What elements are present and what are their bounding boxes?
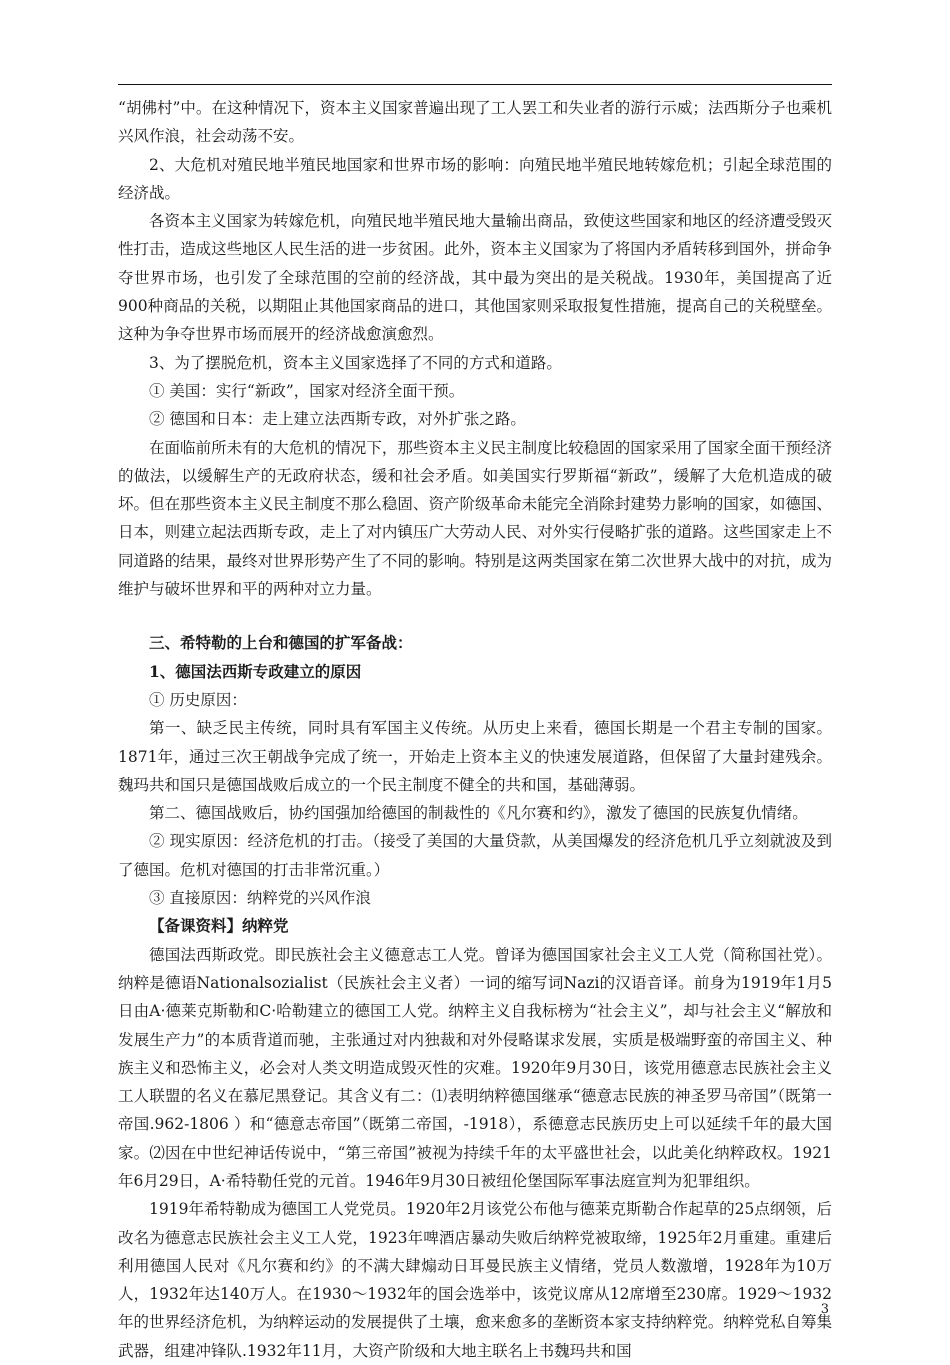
page-number: 3 [820,1302,829,1317]
paragraph-different-paths: 3、为了摆脱危机，资本主义国家选择了不同的方式和道路。 [149,353,562,372]
subsection-heading-causes: 1、德国法西斯专政建立的原因 [149,661,362,681]
section-heading-hitler: 三、希特勒的上台和德国的扩军备战： [149,633,413,653]
list-item-historical-cause: ① 历史原因： [149,690,247,709]
section-gap [118,603,832,629]
page-content [118,94,832,1365]
list-item-direct-cause: ③ 直接原因：纳粹党的兴风作浪 [149,889,371,908]
paragraph-first-reason: 第一、缺乏民主传统，同时具有军国主义传统。从历史上来看，德国长期是一个君主专制的国家。1871年，通过三次王朝战争完成了统一，开始走上资本主义的快速发展道路，但保留了大量封建残余。魏玛共和国只是德国战败后成立的一个民主制度不健全的共和国，基础薄弱。 [118,719,832,794]
list-item-germany-japan: ② 德国和日本：走上建立法西斯专政，对外扩张之路。 [149,410,526,429]
paragraph-nazi-history: 1919年希特勒成为德国工人党党员。1920年2月该党公布他与德莱克斯勒合作起草的25点纲领，后改名为德意志民族社会主义工人党，1923年啤酒店暴动失败后纳粹党被取缔，1925年2月重建。重建后利用德国人民对《凡尔赛和约》的不满大肆煽动日耳曼民族主义情绪，党员人数激增，1928年为10万人，1932年达140万人。在1930～1932年的国会选举中，该党议席从12席增至230席。1929～1932年的世界经济危机，为纳粹运动的发展提供了土壤，愈来愈多的垄断资本家支持纳粹党。纳粹党私自筹集武器，组建冲锋队.1932年11月，大资产阶级和大地主联名上书魏玛共和国 [118,1200,832,1360]
list-item-realistic-cause: ② 现实原因：经济危机的打击。（接受了美国的大量贷款，从美国爆发的经济危机几乎立刻就波及到了德国。危机对德国的打击非常沉重。） [118,832,832,879]
paragraph-two-types: 在面临前所未有的大危机的情况下，那些资本主义民主制度比较稳固的国家采用了国家全面干预经济的做法，以缓解生产的无政府状态，缓和社会矛盾。如美国实行罗斯福“新政”，缓解了大危机造成的破坏。但在那些资本主义民主制度不那么稳固、资产阶级革命未能完全消除封建势力影响的国家，如德国、日本，则建立起法西斯专政，走上了对内镇压广大劳动人民、对外实行侵略扩张的道路。这些国家走上不同道路的结果，最终对世界形势产生了不同的影响。特别是这两类国家在第二次世界大战中的对抗，成为维护与破坏世界和平的两种对立力量。 [118,438,832,599]
paragraph-hoover-village: “胡佛村”中。在这种情况下，资本主义国家普遍出现了工人罢工和失业者的游行示威；法西斯分子也乘机兴风作浪，社会动荡不安。 [118,99,832,146]
list-item-usa: ① 美国：实行“新政”，国家对经济全面干预。 [149,381,465,400]
paragraph-crisis-colonies-heading: 2、大危机对殖民地半殖民地国家和世界市场的影响：向殖民地半殖民地转嫁危机；引起全球范围的经济战。 [118,155,832,202]
reference-material-heading: 【备课资料】纳粹党 [149,916,289,936]
paragraph-nazi-party: 德国法西斯政党。即民族社会主义德意志工人党。曾译为德国国家社会主义工人党（简称国社党）。纳粹是德语Nationalsozialist（民族社会主义者）一词的缩写词Nazi的汉语音译。前身为1919年1月5日由A·德莱克斯勒和C·哈勒建立的德国工人党。纳粹主义自我标榜为“社会主义”，却与社会主义“解放和发展生产力”的本质背道而驰，主张通过对内独裁和对外侵略谋求发展，实质是极端野蛮的帝国主义、种族主义和恐怖主义，必会对人类文明造成毁灭性的灾难。1920年9月30日，该党用德意志民族社会主义工人联盟的名义在慕尼黑登记。其含义有二：⑴表明纳粹德国继承“德意志民族的神圣罗马帝国”（既第一帝国.962-1806 ）和“德意志帝国”（既第二帝国，-1918），系德意志民族历史上可以延续千年的最大国家。⑵因在中世纪神话传说中，“第三帝国”被视为持续千年的太平盛世社会，以此美化纳粹政权。1921年6月29日，A·希特勒任党的元首。1946年9月30日被纽伦堡国际军事法庭宣判为犯罪组织。 [118,945,832,1190]
paragraph-second-reason: 第二、德国战败后，协约国强加给德国的制裁性的《凡尔赛和约》，激发了德国的民族复仇情绪。 [149,804,808,823]
header-rule [118,84,832,85]
paragraph-economic-war: 各资本主义国家为转嫁危机，向殖民地半殖民地大量输出商品，致使这些国家和地区的经济遭受毁灭性打击，造成这些地区人民生活的进一步贫困。此外，资本主义国家为了将国内矛盾转移到国外，拼命争夺世界市场，也引发了全球范围的空前的经济战，其中最为突出的是关税战。1930年，美国提高了近900种商品的关税，以期阻止其他国家商品的进口，其他国家则采取报复性措施，提高自己的关税壁垒。这种为争夺世界市场而展开的经济战愈演愈烈。 [118,212,832,344]
